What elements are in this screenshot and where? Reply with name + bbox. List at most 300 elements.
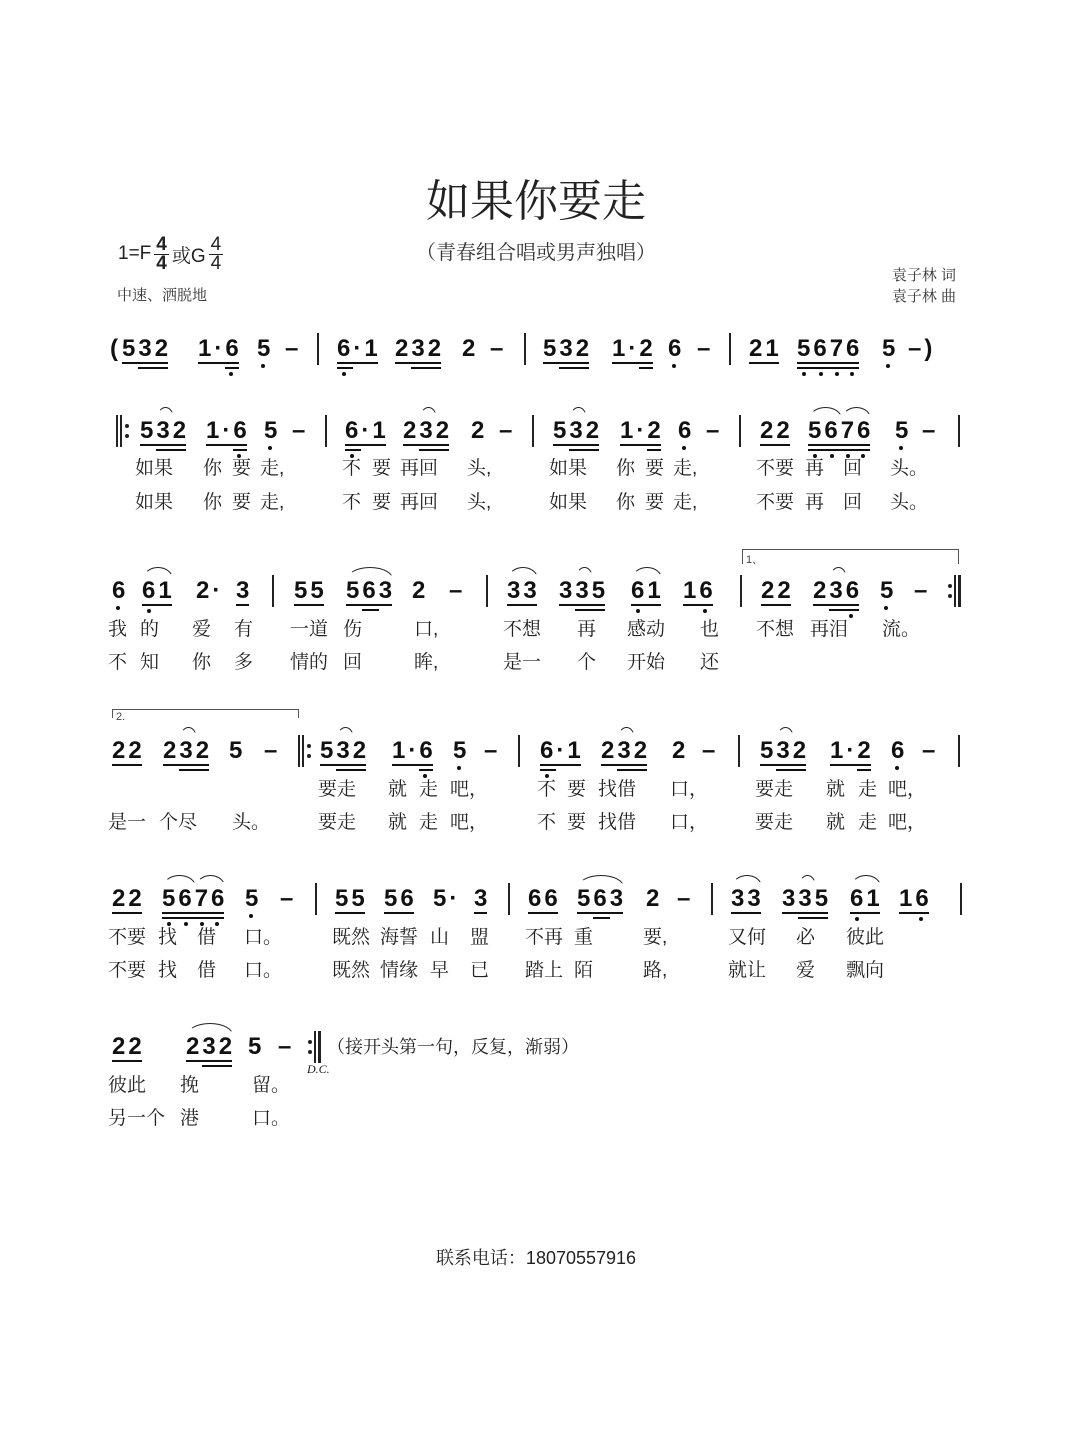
underline	[294, 604, 324, 606]
note-group: –	[702, 737, 719, 764]
double-underline	[336, 769, 366, 771]
underline	[345, 444, 386, 446]
lyric-word: 海誓	[380, 927, 419, 948]
lyric-word: 个	[577, 652, 597, 673]
note-group: –	[499, 417, 516, 444]
lyric-word: 走	[858, 779, 878, 800]
lyric-word: 不要	[108, 960, 147, 981]
note-group: 66	[528, 885, 561, 912]
note-group: 232	[403, 417, 453, 444]
underline	[140, 444, 186, 446]
note-group: –	[264, 737, 281, 764]
lyric-word: 头。	[890, 458, 929, 479]
note-group: –	[697, 335, 714, 362]
underline	[813, 604, 859, 606]
lyric-word: 知	[140, 652, 160, 673]
lyric-word: 口，	[670, 812, 709, 833]
low-octave-dot	[849, 614, 853, 618]
lyric-word: 要	[232, 458, 252, 479]
low-octave-dot	[830, 454, 834, 458]
lyric-word: 就	[826, 812, 846, 833]
lyric-word: 不要	[756, 458, 795, 479]
lyric-word: 不	[108, 652, 128, 673]
slur-arc	[799, 875, 815, 887]
barline	[315, 883, 329, 915]
note-group: 5	[264, 417, 281, 444]
note-group: 1·2	[830, 737, 874, 764]
note-group: –	[706, 417, 723, 444]
lyric-word: 借	[197, 960, 217, 981]
lyric-word: 不	[342, 458, 362, 479]
low-octave-dot	[342, 372, 346, 376]
contact-phone: 联系电话：18070557916	[435, 1248, 637, 1268]
da-capo-mark: D.C.	[307, 1062, 330, 1076]
note-group: 5	[882, 335, 899, 362]
note-group: 1·2	[620, 417, 664, 444]
lyric-word: 另一个	[108, 1108, 166, 1129]
lyric-word: 借	[197, 927, 217, 948]
underline	[112, 764, 142, 766]
lyricist: 袁子林 词	[891, 267, 956, 284]
lyric-word: 要走	[318, 812, 357, 833]
barline	[325, 415, 339, 447]
lyric-word: 我	[108, 619, 128, 640]
lyric-word: 早	[430, 960, 450, 981]
performance-instruction: （接开头第一句，反复，渐弱）	[327, 1037, 579, 1057]
low-octave-dot	[802, 372, 806, 376]
double-underline	[575, 609, 605, 611]
note-group: 2	[672, 737, 689, 764]
lyric-word: 是一	[108, 812, 147, 833]
slur-arc	[157, 407, 173, 419]
slur-arc	[576, 567, 592, 579]
note-group: –)	[908, 335, 936, 362]
slur-arc	[830, 567, 846, 579]
note-group: 33	[731, 885, 764, 912]
lyric-word: 吧，	[888, 779, 927, 800]
note-group: 6·1	[345, 417, 389, 444]
end-repeat-barline	[948, 575, 962, 607]
tempo-marking: 中速、洒脱地	[117, 287, 208, 304]
lyric-word: 要走	[755, 812, 794, 833]
note-group: 532	[760, 737, 810, 764]
lyric-word: 口，	[670, 779, 709, 800]
lyric-word: 必	[796, 927, 816, 948]
slur-arc	[508, 567, 538, 579]
note-group: 232	[395, 335, 445, 362]
underline	[346, 604, 392, 606]
slur-arc	[163, 875, 196, 887]
note-group: 5	[880, 577, 897, 604]
low-octave-dot	[636, 609, 640, 613]
note-group: 6	[112, 577, 129, 604]
barline	[960, 883, 974, 915]
note-group: 6·1	[540, 737, 584, 764]
slur-arc	[851, 875, 881, 887]
lyric-word: 走,	[260, 458, 285, 479]
underline	[612, 362, 653, 364]
underline	[528, 912, 558, 914]
underline	[761, 604, 791, 606]
low-octave-dot	[457, 766, 461, 770]
underline	[899, 912, 929, 914]
lyric-word: 盟	[470, 927, 490, 948]
underline	[577, 912, 623, 914]
note-group: 55	[335, 885, 368, 912]
underline	[760, 444, 790, 446]
note-group: 21	[749, 335, 782, 362]
low-octave-dot	[229, 372, 233, 376]
lyric-word: 爱	[796, 960, 816, 981]
lyric-word: 吧，	[450, 779, 489, 800]
start-repeat-barline	[298, 735, 312, 767]
barline	[508, 883, 522, 915]
time-bottom: 4	[210, 252, 222, 274]
slur-arc	[777, 727, 793, 739]
underline	[395, 362, 441, 364]
lyric-word: 爱	[192, 619, 212, 640]
note-group: 532	[543, 335, 593, 362]
note-group: 1·6	[206, 417, 250, 444]
lyric-word: 如果	[549, 492, 588, 513]
lyric-word: 要	[232, 492, 252, 513]
note-group: 532	[122, 335, 172, 362]
lyric-word: 回	[343, 652, 363, 673]
lyric-word: 情的	[290, 652, 329, 673]
slur-arc	[809, 407, 842, 419]
note-group: 1·6	[198, 335, 242, 362]
lyric-word: 眸,	[414, 652, 439, 673]
lyric-word: 要,	[643, 927, 668, 948]
volta-bracket-1	[742, 549, 959, 564]
underline	[683, 604, 713, 606]
lyric-word: 如果	[135, 492, 174, 513]
barline	[532, 415, 546, 447]
lyric-word: 要	[372, 458, 392, 479]
note-group: 2	[471, 417, 488, 444]
barline	[711, 883, 725, 915]
lyric-word: 头。	[890, 492, 929, 513]
note-group: 5	[895, 417, 912, 444]
low-octave-dot	[919, 917, 923, 921]
slur-arc	[618, 727, 634, 739]
double-underline	[559, 367, 589, 369]
time-signature-g	[209, 233, 224, 274]
lyric-word: 你	[616, 458, 636, 479]
slur-arc	[347, 567, 393, 579]
low-octave-dot	[899, 446, 903, 450]
underline	[384, 912, 414, 914]
low-octave-dot	[884, 606, 888, 610]
double-underline	[156, 449, 186, 451]
note-group: –	[922, 417, 939, 444]
underline	[850, 912, 880, 914]
lyric-word: 踏上	[525, 960, 564, 981]
underline	[392, 764, 433, 766]
note-group: 61	[850, 885, 883, 912]
double-underline	[808, 449, 870, 451]
lyric-word: 你	[203, 458, 223, 479]
note-group: –	[280, 885, 297, 912]
lyric-word: 就	[388, 812, 408, 833]
key-signature	[118, 232, 226, 276]
note-group: 3	[236, 577, 253, 604]
lyric-word: 还	[700, 652, 720, 673]
low-octave-dot	[268, 446, 272, 450]
underline	[163, 764, 209, 766]
lyric-word: 不要	[756, 492, 795, 513]
lyric-word: 不	[342, 492, 362, 513]
note-group: 5	[229, 737, 246, 764]
lyric-word: 既然	[332, 927, 371, 948]
low-octave-dot	[423, 774, 427, 778]
lyric-word: 是一	[503, 652, 542, 673]
lyric-word: 不要	[108, 927, 147, 948]
double-underline	[593, 917, 609, 919]
low-octave-dot	[147, 609, 151, 613]
low-octave-dot	[261, 364, 265, 368]
slur-arc	[732, 875, 762, 887]
double-underline	[202, 1065, 232, 1067]
note-group: 335	[782, 885, 832, 912]
lyric-word: 再	[805, 492, 825, 513]
barline	[958, 735, 972, 767]
lyric-word: 开始	[627, 652, 666, 673]
lyric-word: 留。	[252, 1075, 291, 1096]
note-group: 232	[601, 737, 651, 764]
lyric-word: 不	[537, 812, 557, 833]
double-underline	[569, 449, 599, 451]
note-group: 2	[412, 577, 429, 604]
lyric-word: 要	[567, 779, 587, 800]
note-group: 22	[760, 417, 793, 444]
lyric-word: 吧，	[888, 812, 927, 833]
low-octave-dot	[895, 766, 899, 770]
lyric-word: 要	[645, 458, 665, 479]
low-octave-dot	[116, 606, 120, 610]
note-group: –	[922, 737, 939, 764]
lyric-word: 感动	[627, 619, 666, 640]
slur-arc	[143, 567, 173, 579]
slur-arc	[420, 407, 436, 419]
note-group: 56	[384, 885, 417, 912]
volta-label: 2.	[116, 711, 126, 723]
note-group: –	[490, 335, 507, 362]
underline	[337, 362, 378, 364]
lyric-word: 个尽	[159, 812, 198, 833]
lyric-word: 流。	[882, 619, 921, 640]
note-group: 2	[462, 335, 479, 362]
note-group: 16	[683, 577, 716, 604]
note-group: 5676	[162, 885, 228, 912]
low-octave-dot	[249, 914, 253, 918]
underline	[543, 362, 589, 364]
underline	[553, 444, 599, 446]
lyric-word: 要走	[755, 779, 794, 800]
note-group: 6	[678, 417, 695, 444]
lyric-word: 路,	[643, 960, 668, 981]
note-group: 335	[559, 577, 609, 604]
time-top: 4	[156, 233, 167, 255]
lyric-word: 要	[645, 492, 665, 513]
note-group: 532	[140, 417, 190, 444]
barline	[518, 735, 532, 767]
lyric-word: 不再	[525, 927, 564, 948]
lyric-word: 要	[372, 492, 392, 513]
underline	[320, 764, 366, 766]
lyric-word: 走	[858, 812, 878, 833]
time-top: 4	[210, 233, 222, 255]
lyric-word: 彼此	[108, 1075, 147, 1096]
underline	[122, 362, 168, 364]
underline	[760, 764, 806, 766]
lyric-word: 走	[419, 779, 439, 800]
low-octave-dot	[184, 922, 188, 926]
low-octave-dot	[835, 372, 839, 376]
composer: 袁子林 曲	[891, 288, 956, 305]
lyric-word: 再	[577, 619, 597, 640]
lyric-word: 再	[805, 458, 825, 479]
lyric-word: 挽	[180, 1075, 200, 1096]
lyric-word: 找借	[598, 812, 637, 833]
note-group: 563	[577, 885, 627, 912]
lyric-word: 走	[419, 812, 439, 833]
time-signature-f	[154, 233, 169, 274]
double-underline	[233, 449, 246, 451]
low-octave-dot	[850, 372, 854, 376]
note-group: 5	[248, 1033, 265, 1060]
double-underline	[411, 367, 441, 369]
key-alt: 或G	[171, 245, 206, 267]
note-group: 532	[553, 417, 603, 444]
underline	[559, 604, 605, 606]
slur-arc	[180, 727, 196, 739]
double-underline	[798, 917, 828, 919]
time-bottom: 4	[156, 252, 167, 274]
lyric-word: 回	[843, 458, 863, 479]
lyric-word: 口。	[244, 960, 283, 981]
note-group: 232	[163, 737, 213, 764]
underline	[186, 1060, 232, 1062]
note-group: 61	[631, 577, 664, 604]
double-underline	[797, 367, 859, 369]
underline	[631, 604, 661, 606]
lyric-word: 又何	[728, 927, 767, 948]
slur-arc	[842, 407, 872, 419]
slur-arc	[187, 1023, 233, 1035]
lyric-word: 要	[567, 812, 587, 833]
note-group: 5	[453, 737, 470, 764]
start-repeat-barline	[116, 415, 130, 447]
lyric-word: 口。	[252, 1108, 291, 1129]
lyric-word: 一道	[290, 619, 329, 640]
low-octave-dot	[682, 446, 686, 450]
note-group: 2·	[196, 577, 224, 604]
underline	[162, 912, 224, 914]
note-group: –	[292, 417, 309, 444]
underline	[112, 1060, 142, 1062]
lyric-word: 伤	[343, 619, 363, 640]
double-underline	[345, 449, 361, 451]
note-group: 6	[891, 737, 908, 764]
note-group: –	[677, 885, 694, 912]
note-group: (	[110, 335, 121, 362]
note-group: 55	[294, 577, 327, 604]
end-repeat-barline	[308, 1031, 322, 1063]
lyric-word: 情缘	[380, 960, 419, 981]
lyric-word: 重	[574, 927, 594, 948]
lyric-word: 走,	[673, 458, 698, 479]
barline	[486, 575, 500, 607]
double-underline	[647, 449, 660, 451]
underline	[112, 912, 142, 914]
lyric-word: 山	[430, 927, 450, 948]
note-group: 22	[112, 737, 145, 764]
note-group: 2	[646, 885, 663, 912]
lyric-word: 你	[192, 652, 212, 673]
underline	[142, 604, 172, 606]
lyric-word: 找借	[598, 779, 637, 800]
lyric-word: 找	[158, 960, 178, 981]
barline	[524, 333, 538, 365]
lyric-word: 就	[826, 779, 846, 800]
lyric-word: 不想	[756, 619, 795, 640]
slur-arc	[578, 875, 624, 887]
underline	[206, 444, 247, 446]
lyric-word: 的	[140, 619, 160, 640]
note-group: 1·6	[392, 737, 436, 764]
lyric-word: 多	[234, 652, 254, 673]
note-group: 22	[112, 1033, 145, 1060]
note-group: 5·	[433, 885, 461, 912]
note-group: –	[914, 577, 931, 604]
lyric-word: 再泪	[810, 619, 849, 640]
double-underline	[362, 609, 378, 611]
low-octave-dot	[237, 454, 241, 458]
note-group: 22	[112, 885, 145, 912]
slur-arc	[570, 407, 586, 419]
lyric-word: 如果	[549, 458, 588, 479]
lyric-word: 不想	[503, 619, 542, 640]
lyric-word: 港	[180, 1108, 200, 1129]
note-group: 22	[761, 577, 794, 604]
double-underline	[419, 769, 432, 771]
low-octave-dot	[861, 454, 865, 458]
double-underline	[617, 769, 647, 771]
note-group: 5676	[797, 335, 863, 362]
note-group: –	[278, 1033, 295, 1060]
double-underline	[540, 769, 556, 771]
underline	[749, 362, 779, 364]
low-octave-dot	[672, 364, 676, 368]
lyric-word: 既然	[332, 960, 371, 981]
double-underline	[639, 367, 652, 369]
lyric-word: 飘向	[846, 960, 885, 981]
underline	[601, 764, 647, 766]
lyric-word: 头。	[232, 812, 271, 833]
low-octave-dot	[846, 454, 850, 458]
double-underline	[162, 917, 224, 919]
note-group: 61	[142, 577, 175, 604]
lyric-word: 彼此	[846, 927, 885, 948]
double-underline	[225, 367, 238, 369]
note-group: 563	[346, 577, 396, 604]
lyric-word: 走,	[673, 492, 698, 513]
barline	[317, 333, 331, 365]
lyric-word: 头,	[467, 458, 492, 479]
underline	[830, 764, 871, 766]
low-octave-dot	[200, 922, 204, 926]
